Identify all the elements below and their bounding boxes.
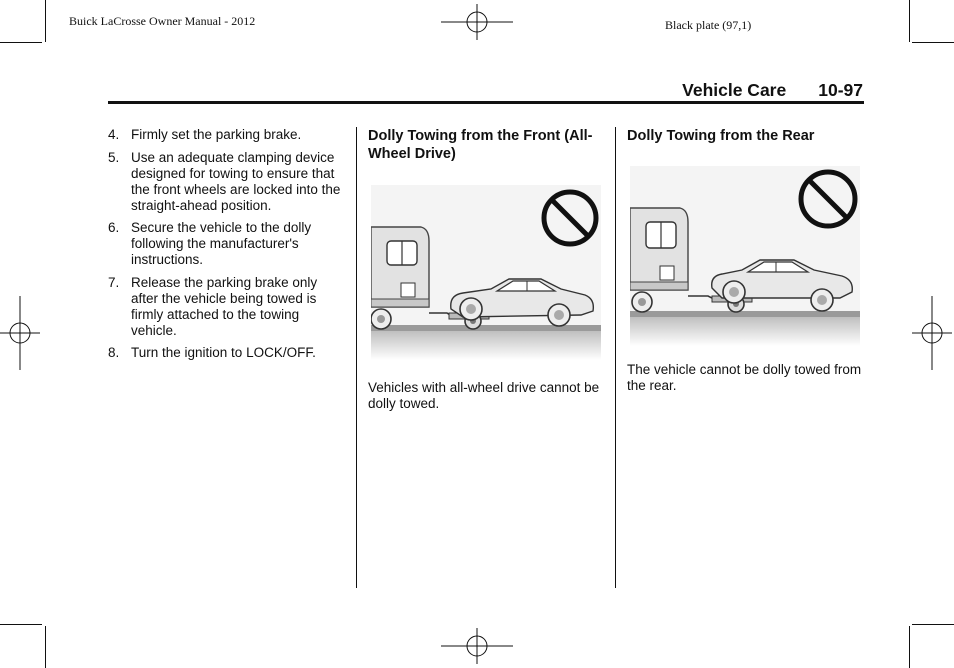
crop-mark <box>0 42 42 43</box>
step-number: 4. <box>108 127 120 142</box>
column-divider <box>356 127 357 588</box>
crop-mark <box>909 626 910 668</box>
running-header-plate: Black plate (97,1) <box>665 18 752 32</box>
step-text: Use an adequate clamping device designed for towing to ensure that the front wheels are locked into the straight-ahead position. <box>131 149 341 213</box>
list-item <box>108 150 344 214</box>
crop-mark <box>912 624 954 625</box>
rear-dolly-towing-illustration <box>630 166 860 346</box>
crop-mark <box>909 0 910 42</box>
registration-mark-icon <box>441 626 513 666</box>
list-item <box>108 345 344 361</box>
column-divider <box>615 127 616 588</box>
registration-mark-icon <box>0 296 40 370</box>
rear-towing-heading: Dolly Towing from the Rear <box>627 128 815 144</box>
registration-mark-icon <box>912 296 952 370</box>
list-item <box>108 220 344 268</box>
step-text: Release the parking brake only after the vehicle being towed is firmly attached to the towing vehicle. <box>131 274 318 338</box>
front-towing-heading: Dolly Towing from the Front (All-Wheel Drive) <box>368 128 593 162</box>
step-number: 5. <box>108 149 120 165</box>
section-title: Vehicle Care <box>682 80 787 100</box>
front-dolly-towing-illustration <box>371 185 601 360</box>
crop-mark <box>0 624 42 625</box>
page-number: 10-97 <box>818 80 863 100</box>
running-header-title: Buick LaCrosse Owner Manual - 2012 <box>69 14 256 28</box>
registration-mark-icon <box>441 2 513 42</box>
rear-towing-caption: The vehicle cannot be dolly towed from the rear. <box>627 362 862 393</box>
step-number: 7. <box>108 274 120 290</box>
step-text: Turn the ignition to LOCK/OFF. <box>131 345 316 360</box>
list-item <box>108 275 344 339</box>
step-list <box>108 127 344 368</box>
step-number: 6. <box>108 220 120 235</box>
step-number: 8. <box>108 345 120 360</box>
step-text: Secure the vehicle to the dolly following the manufacturer's instructions. <box>131 220 312 267</box>
front-towing-caption: Vehicles with all-wheel drive cannot be dolly towed. <box>368 380 600 411</box>
step-text: Firmly set the parking brake. <box>131 127 302 142</box>
crop-mark <box>912 42 954 43</box>
header-rule <box>108 101 864 104</box>
crop-mark <box>45 0 46 42</box>
list-item <box>108 127 344 143</box>
crop-mark <box>45 626 46 668</box>
section-header <box>600 80 863 101</box>
